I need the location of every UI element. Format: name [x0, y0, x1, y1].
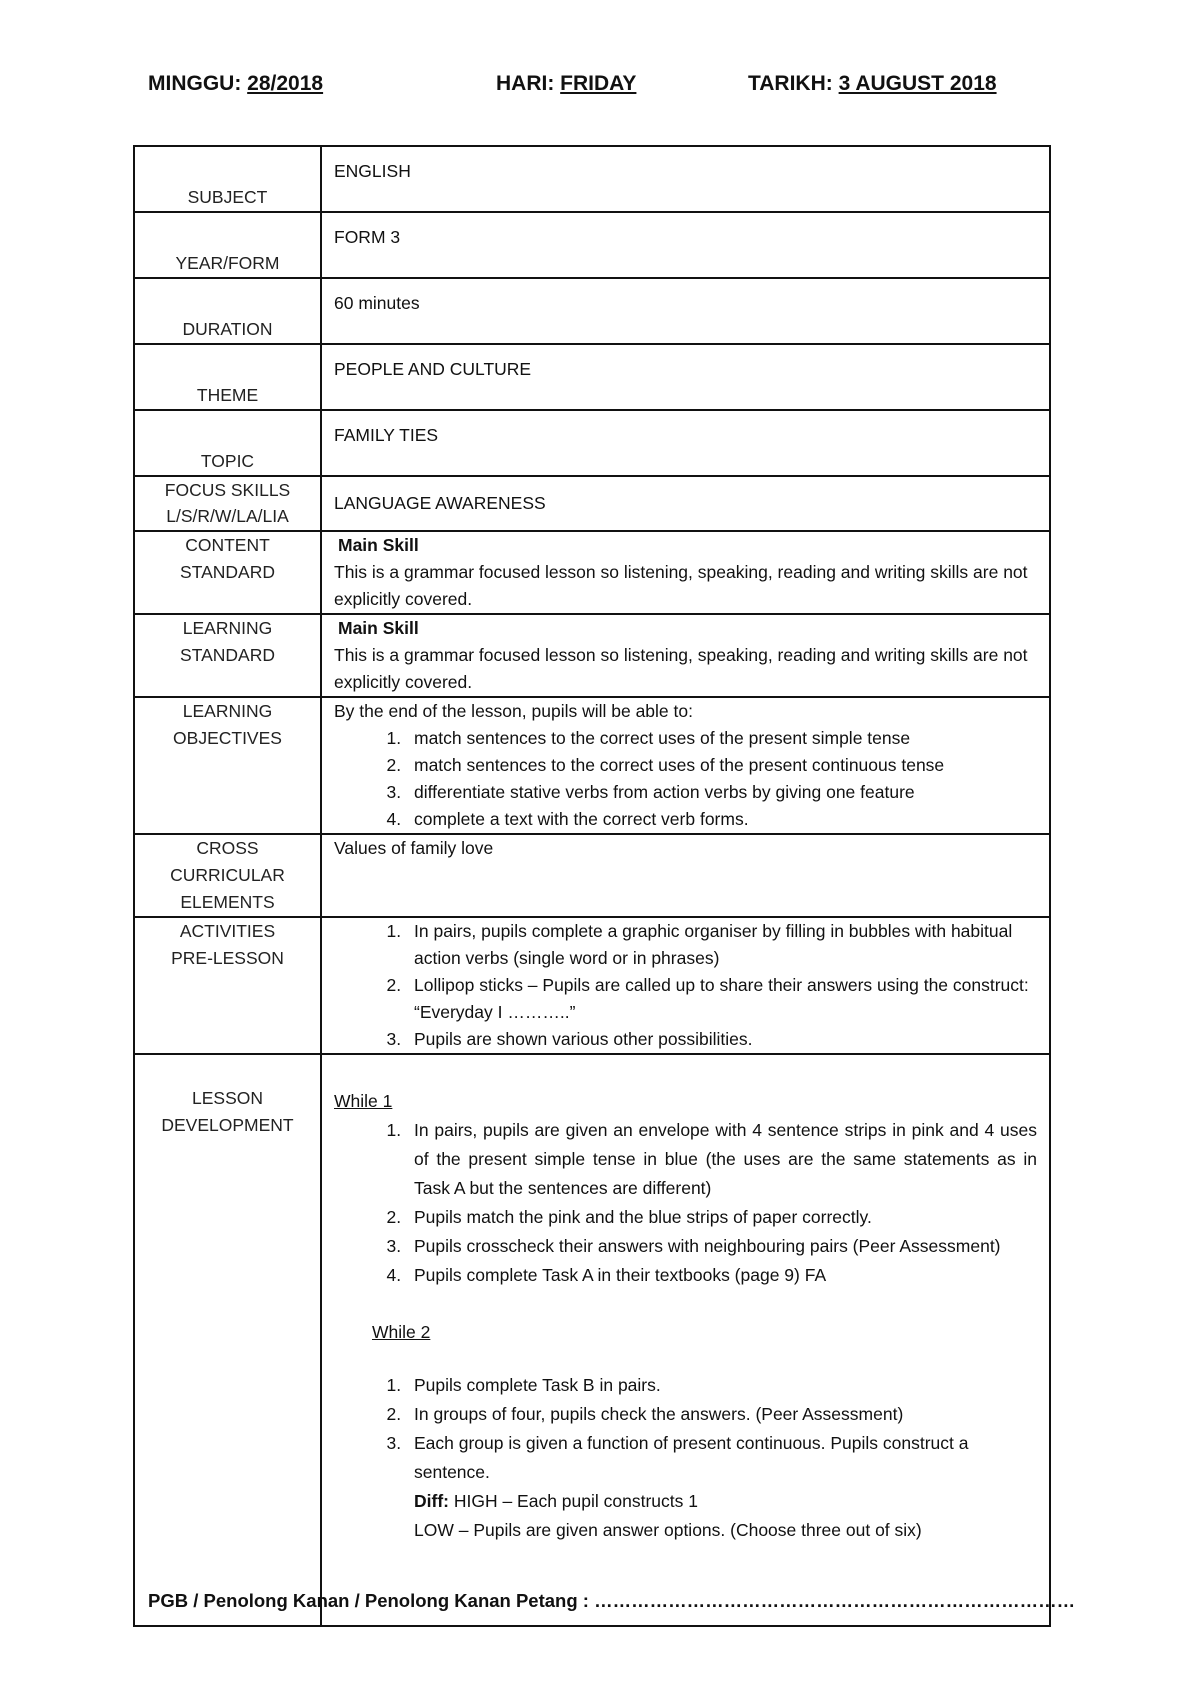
list-item: 3. Pupils are shown various other possibilities. [406, 1026, 1037, 1053]
row-learning-objectives [134, 697, 1050, 834]
objectives-intro: By the end of the lesson, pupils will be able to: [334, 701, 693, 721]
diff-label: Diff: [414, 1491, 449, 1511]
list-item: 1. In pairs, pupils complete a graphic organiser by filling in bubbles with habitual action verbs (single word or in phrases) [406, 918, 1037, 972]
activities-list [334, 918, 1037, 1053]
main-skill-heading: Main Skill [338, 618, 419, 638]
label-cross-curricular: CROSS CURRICULAR ELEMENTS [134, 834, 321, 917]
page-header [148, 72, 1008, 102]
value-focus-skills: LANGUAGE AWARENESS [321, 476, 1050, 531]
row-duration [134, 278, 1050, 344]
row-subject [134, 146, 1050, 212]
list-item: 2. Pupils match the pink and the blue strips of paper correctly. [406, 1203, 1037, 1232]
label-learning-objectives: LEARNING OBJECTIVES [134, 697, 321, 834]
row-content-standard [134, 531, 1050, 614]
value-learning-objectives [321, 697, 1050, 834]
lesson-plan-table [133, 145, 1051, 1627]
row-learning-standard [134, 614, 1050, 697]
list-item: 3. differentiate stative verbs from action verbs by giving one feature [406, 779, 1037, 806]
value-learning-standard [321, 614, 1050, 697]
value-activities [321, 917, 1050, 1054]
value-content-standard [321, 531, 1050, 614]
list-item: 2. Lollipop sticks – Pupils are called up to share their answers using the construct: “Everyday I ………..” [406, 972, 1037, 1026]
list-item: 1. In pairs, pupils are given an envelope with 4 sentence strips in pink and 4 uses of the present simple tense in blue (the uses are the same statements as in Task A but the sentences are different) [406, 1116, 1037, 1203]
diff-high: HIGH – Each pupil constructs 1 [448, 1491, 698, 1511]
minggu-value: 28/2018 [247, 72, 324, 95]
main-skill-heading: Main Skill [338, 535, 419, 555]
tarikh-value: 3 AUGUST 2018 [838, 72, 997, 95]
label-focus-skills: FOCUS SKILLS L/S/R/W/LA/LIA [134, 476, 321, 531]
hari-field: HARI: FRIDAY [496, 72, 637, 95]
row-focus-skills [134, 476, 1050, 531]
value-topic: FAMILY TIES [321, 410, 1050, 476]
hari-value: FRIDAY [560, 72, 637, 95]
list-item: 2. In groups of four, pupils check the answers. (Peer Assessment) [406, 1400, 1037, 1429]
value-theme: PEOPLE AND CULTURE [321, 344, 1050, 410]
row-theme [134, 344, 1050, 410]
row-topic [134, 410, 1050, 476]
label-lesson-development: LESSON DEVELOPMENT [134, 1054, 321, 1626]
tarikh-field: TARIKH: 3 AUGUST 2018 [748, 72, 997, 95]
label-topic: TOPIC [134, 410, 321, 476]
content-standard-text: This is a grammar focused lesson so listening, speaking, reading and writing skills are not explicitly covered. [334, 562, 1028, 609]
value-subject: ENGLISH [321, 146, 1050, 212]
while-1-heading: While 1 [334, 1091, 393, 1111]
label-content-standard: CONTENT STANDARD [134, 531, 321, 614]
value-cross-curricular: Values of family love [321, 834, 1050, 917]
row-year [134, 212, 1050, 278]
label-year: YEAR/FORM [134, 212, 321, 278]
label-duration: DURATION [134, 278, 321, 344]
objectives-list [334, 725, 1037, 833]
list-item: 3. Pupils crosscheck their answers with neighbouring pairs (Peer Assessment) [406, 1232, 1037, 1261]
while-2-heading: While 2 [372, 1322, 431, 1342]
value-lesson-development [321, 1054, 1050, 1626]
while-2-list [334, 1371, 1037, 1545]
list-item: 4. Pupils complete Task A in their textbooks (page 9) FA [406, 1261, 1037, 1290]
diff-low: LOW – Pupils are given answer options. (Choose three out of six) [414, 1520, 922, 1540]
list-item: 2. match sentences to the correct uses of the present continuous tense [406, 752, 1037, 779]
row-activities [134, 917, 1050, 1054]
value-duration: 60 minutes [321, 278, 1050, 344]
while-1-list [334, 1116, 1037, 1290]
label-theme: THEME [134, 344, 321, 410]
learning-standard-text: This is a grammar focused lesson so listening, speaking, reading and writing skills are not explicitly covered. [334, 645, 1028, 692]
label-activities: ACTIVITIES PRE-LESSON [134, 917, 321, 1054]
label-subject: SUBJECT [134, 146, 321, 212]
list-item: 4. complete a text with the correct verb forms. [406, 806, 1037, 833]
list-item: 1. match sentences to the correct uses of the present simple tense [406, 725, 1037, 752]
signature-footer: PGB / Penolong Kanan / Penolong Kanan Petang : …………………………………………………………………… [148, 1590, 1076, 1611]
label-learning-standard: LEARNING STANDARD [134, 614, 321, 697]
list-item: 1. Pupils complete Task B in pairs. [406, 1371, 1037, 1400]
row-lesson-development [134, 1054, 1050, 1626]
row-cross-curricular [134, 834, 1050, 917]
minggu-field: MINGGU: 28/2018 [148, 72, 324, 95]
list-item: 3. Each group is given a function of present continuous. Pupils construct a sentence. Diff: HIGH – Each pupil constructs 1 LOW – Pupils are given answer options. (Choose three out of six) [406, 1429, 1037, 1545]
value-year: FORM 3 [321, 212, 1050, 278]
